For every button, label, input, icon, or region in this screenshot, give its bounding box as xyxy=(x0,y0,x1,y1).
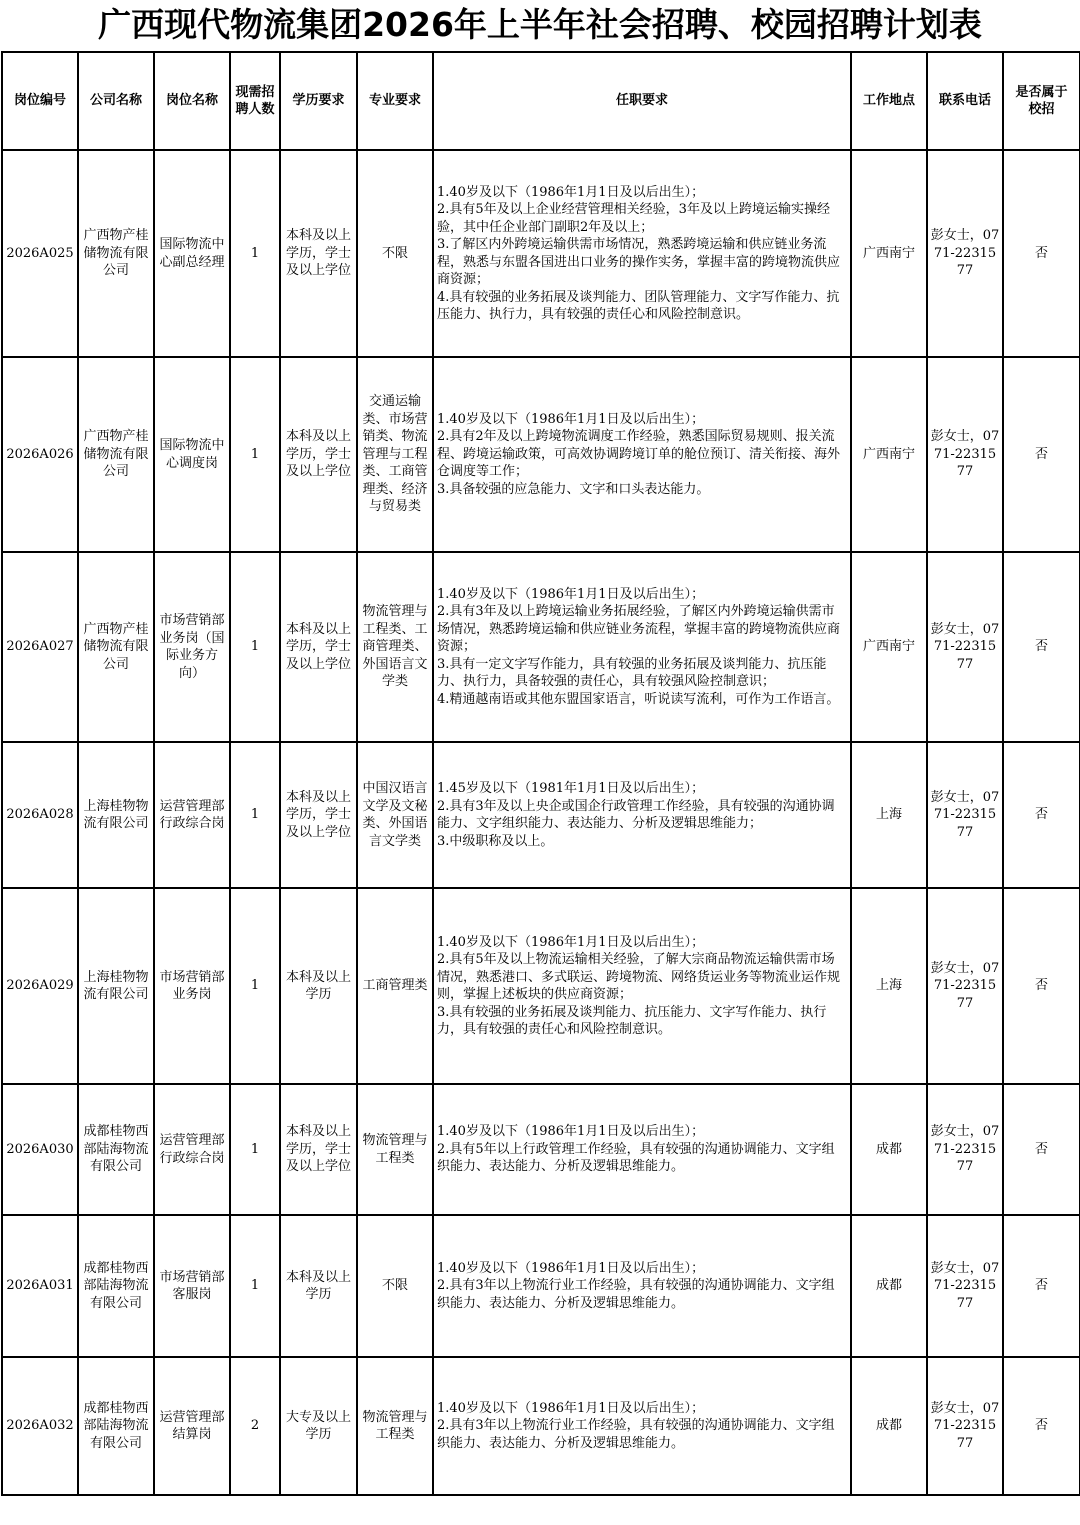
cell-requirements xyxy=(433,552,851,742)
cell-position: 市场营销部客服岗 xyxy=(154,1215,230,1357)
header-position: 岗位名称 xyxy=(154,52,230,150)
requirement-line: 2.具有5年及以上物流运输相关经验，了解大宗商品物流运输供需市场情况，熟悉港口、多式联运、跨境物流、网络货运业务等物流业运作规则，掌握上述板块的供应商资源； xyxy=(437,952,841,1002)
cell-code: 2026A032 xyxy=(2,1357,78,1495)
cell-location: 广西南宁 xyxy=(851,357,927,552)
cell-headcount: 1 xyxy=(230,742,280,888)
cell-position: 国际物流中心调度岗 xyxy=(154,357,230,552)
cell-code: 2026A027 xyxy=(2,552,78,742)
cell-headcount: 2 xyxy=(230,1357,280,1495)
table-row xyxy=(2,552,1080,742)
requirement-line: 2.具有3年及以上央企或国企行政管理工作经验，具有较强的沟通协调能力、文字组织能力、表达能力、分析及逻辑思维能力； xyxy=(437,798,835,831)
cell-code: 2026A030 xyxy=(2,1084,78,1215)
cell-campus: 否 xyxy=(1003,742,1080,888)
requirement-line: 3.中级职称及以上。 xyxy=(437,833,554,849)
cell-location: 广西南宁 xyxy=(851,150,927,357)
cell-company: 广西物产桂储物流有限公司 xyxy=(78,150,154,357)
cell-company: 成都桂物西部陆海物流有限公司 xyxy=(78,1084,154,1215)
table-row xyxy=(2,1357,1080,1495)
cell-position: 国际物流中心副总经理 xyxy=(154,150,230,357)
table-row xyxy=(2,1084,1080,1215)
header-location: 工作地点 xyxy=(851,52,927,150)
table-row xyxy=(2,888,1080,1084)
cell-phone: 彭女士，0771-2231577 xyxy=(927,357,1003,552)
cell-major: 交通运输类、市场营销类、物流管理与工程类、工商管理类、经济与贸易类 xyxy=(357,357,433,552)
cell-company: 上海桂物物流有限公司 xyxy=(78,888,154,1084)
cell-position: 市场营销部业务岗 xyxy=(154,888,230,1084)
cell-campus: 否 xyxy=(1003,888,1080,1084)
header-company: 公司名称 xyxy=(78,52,154,150)
cell-position: 运营管理部结算岗 xyxy=(154,1357,230,1495)
header-requirements: 任职要求 xyxy=(433,52,851,150)
cell-requirements xyxy=(433,742,851,888)
cell-requirements xyxy=(433,1357,851,1495)
cell-education: 本科及以上学历，学士及以上学位 xyxy=(280,357,357,552)
cell-code: 2026A026 xyxy=(2,357,78,552)
page-title: 广西现代物流集团2026年上半年社会招聘、校园招聘计划表 xyxy=(98,5,982,44)
requirement-line: 1.45岁及以下（1981年1月1日及以后出生）； xyxy=(437,781,705,796)
cell-education: 大专及以上学历 xyxy=(280,1357,357,1495)
header-education: 学历要求 xyxy=(280,52,357,150)
recruitment-plan-table xyxy=(1,51,1080,1496)
cell-code: 2026A028 xyxy=(2,742,78,888)
cell-requirements xyxy=(433,1215,851,1357)
cell-major: 中国汉语言文学及文秘类、外国语言文学类 xyxy=(357,742,433,888)
requirement-line: 4.精通越南语或其他东盟国家语言，听说读写流利，可作为工作语言。 xyxy=(437,691,840,707)
table-row xyxy=(2,150,1080,357)
requirement-line: 2.具有2年及以上跨境物流调度工作经验，熟悉国际贸易规则、报关流程、跨境运输政策，可高效协调跨境订单的舱位预订、清关衔接、海外仓调度等工作； xyxy=(437,429,841,480)
table-row xyxy=(2,357,1080,552)
cell-major: 物流管理与工程类 xyxy=(357,1084,433,1215)
cell-company: 上海桂物物流有限公司 xyxy=(78,742,154,888)
cell-major: 物流管理与工程类、工商管理类、外国语言文学类 xyxy=(357,552,433,742)
cell-campus: 否 xyxy=(1003,1357,1080,1495)
requirement-line: 1.40岁及以下（1986年1月1日及以后出生）； xyxy=(437,934,705,950)
table-row xyxy=(2,742,1080,888)
cell-major: 工商管理类 xyxy=(357,888,433,1084)
cell-campus: 否 xyxy=(1003,1084,1080,1215)
table-body xyxy=(2,150,1080,1495)
cell-education: 本科及以上学历，学士及以上学位 xyxy=(280,742,357,888)
cell-headcount: 1 xyxy=(230,357,280,552)
header-headcount xyxy=(230,52,280,150)
cell-location: 广西南宁 xyxy=(851,552,927,742)
cell-headcount: 1 xyxy=(230,1084,280,1215)
requirement-line: 1.40岁及以下（1986年1月1日及以后出生）； xyxy=(437,411,705,427)
cell-location: 成都 xyxy=(851,1084,927,1215)
header-headcount-line2: 聘人数 xyxy=(235,102,275,117)
cell-code: 2026A029 xyxy=(2,888,78,1084)
cell-phone: 彭女士，0771-2231577 xyxy=(927,150,1003,357)
cell-phone: 彭女士，0771-2231577 xyxy=(927,552,1003,742)
requirement-line: 1.40岁及以下（1986年1月1日及以后出生）； xyxy=(437,1124,705,1140)
requirement-line: 3.具有较强的业务拓展及谈判能力、抗压能力、文字写作能力、执行力，具有较强的责任心和风险控制意识。 xyxy=(437,1004,827,1037)
cell-phone: 彭女士，0771-2231577 xyxy=(927,742,1003,888)
requirement-line: 2.具有3年以上物流行业工作经验，具有较强的沟通协调能力、文字组织能力、表达能力、分析及逻辑思维能力。 xyxy=(437,1418,835,1451)
requirement-line: 1.40岁及以下（1986年1月1日及以后出生）； xyxy=(437,1260,705,1276)
cell-company: 广西物产桂储物流有限公司 xyxy=(78,357,154,552)
cell-location: 上海 xyxy=(851,888,927,1084)
requirement-line: 1.40岁及以下（1986年1月1日及以后出生）； xyxy=(437,586,705,602)
header-campus-line1: 是否属于 xyxy=(1015,84,1068,100)
cell-company: 广西物产桂储物流有限公司 xyxy=(78,552,154,742)
cell-requirements xyxy=(433,150,851,357)
cell-major: 不限 xyxy=(357,150,433,357)
cell-campus: 否 xyxy=(1003,357,1080,552)
cell-position: 市场营销部业务岗（国际业务方向） xyxy=(154,552,230,742)
cell-phone: 彭女士，0771-2231577 xyxy=(927,1084,1003,1215)
header-headcount-line1: 现需招 xyxy=(235,84,275,100)
cell-phone: 彭女士，0771-2231577 xyxy=(927,1357,1003,1495)
cell-location: 成都 xyxy=(851,1357,927,1495)
header-major: 专业要求 xyxy=(357,52,433,150)
cell-location: 成都 xyxy=(851,1215,927,1357)
cell-headcount: 1 xyxy=(230,1215,280,1357)
header-campus-line2: 校招 xyxy=(1028,102,1055,117)
cell-campus: 否 xyxy=(1003,1215,1080,1357)
requirement-line: 2.具有5年及以上企业经营管理相关经验，3年及以上跨境运输实操经验，其中任企业部门副职2年及以上； xyxy=(437,202,830,235)
header-code: 岗位编号 xyxy=(2,52,78,150)
cell-education: 本科及以上学历，学士及以上学位 xyxy=(280,150,357,357)
cell-education: 本科及以上学历，学士及以上学位 xyxy=(280,1084,357,1215)
requirement-line: 3.了解区内外跨境运输供需市场情况，熟悉跨境运输和供应链业务流程，熟悉与东盟各国进出口业务的操作实务，掌握丰富的跨境物流供应商资源； xyxy=(437,237,841,287)
requirement-line: 1.40岁及以下（1986年1月1日及以后出生）； xyxy=(437,1400,705,1416)
requirement-line: 2.具有3年及以上跨境运输业务拓展经验，了解区内外跨境运输供需市场情况，熟悉跨境运输和供应链业务流程，掌握丰富的跨境物流供应商资源； xyxy=(437,604,841,655)
cell-headcount: 1 xyxy=(230,552,280,742)
table-row xyxy=(2,1215,1080,1357)
table-header-row xyxy=(2,52,1080,150)
cell-phone: 彭女士，0771-2231577 xyxy=(927,888,1003,1084)
cell-code: 2026A031 xyxy=(2,1215,78,1357)
cell-requirements xyxy=(433,1084,851,1215)
cell-position: 运营管理部行政综合岗 xyxy=(154,1084,230,1215)
requirement-line: 4.具有较强的业务拓展及谈判能力、团队管理能力、文字写作能力、抗压能力、执行力，具有较强的责任心和风险控制意识。 xyxy=(437,289,840,322)
requirement-line: 1.40岁及以下（1986年1月1日及以后出生）； xyxy=(437,184,705,200)
cell-position: 运营管理部行政综合岗 xyxy=(154,742,230,888)
cell-major: 不限 xyxy=(357,1215,433,1357)
cell-requirements xyxy=(433,888,851,1084)
cell-campus: 否 xyxy=(1003,552,1080,742)
cell-campus: 否 xyxy=(1003,150,1080,357)
requirement-line: 3.具有一定文字写作能力，具有较强的业务拓展及谈判能力、抗压能力、执行力，具备较强的责任心，具有较强风险控制意识； xyxy=(437,656,827,690)
cell-phone: 彭女士，0771-2231577 xyxy=(927,1215,1003,1357)
cell-headcount: 1 xyxy=(230,888,280,1084)
header-campus xyxy=(1003,52,1080,150)
requirement-line: 2.具有3年以上物流行业工作经验，具有较强的沟通协调能力、文字组织能力、表达能力、分析及逻辑思维能力。 xyxy=(437,1278,835,1311)
cell-education: 本科及以上学历 xyxy=(280,888,357,1084)
requirement-line: 3.具备较强的应急能力、文字和口头表达能力。 xyxy=(437,481,710,497)
cell-company: 成都桂物西部陆海物流有限公司 xyxy=(78,1357,154,1495)
requirement-line: 2.具有5年以上行政管理工作经验，具有较强的沟通协调能力、文字组织能力、表达能力、分析及逻辑思维能力。 xyxy=(437,1141,835,1175)
cell-education: 本科及以上学历 xyxy=(280,1215,357,1357)
cell-requirements xyxy=(433,357,851,552)
cell-headcount: 1 xyxy=(230,150,280,357)
cell-education: 本科及以上学历，学士及以上学位 xyxy=(280,552,357,742)
cell-company: 成都桂物西部陆海物流有限公司 xyxy=(78,1215,154,1357)
cell-location: 上海 xyxy=(851,742,927,888)
header-phone: 联系电话 xyxy=(927,52,1003,150)
cell-code: 2026A025 xyxy=(2,150,78,357)
cell-major: 物流管理与工程类 xyxy=(357,1357,433,1495)
